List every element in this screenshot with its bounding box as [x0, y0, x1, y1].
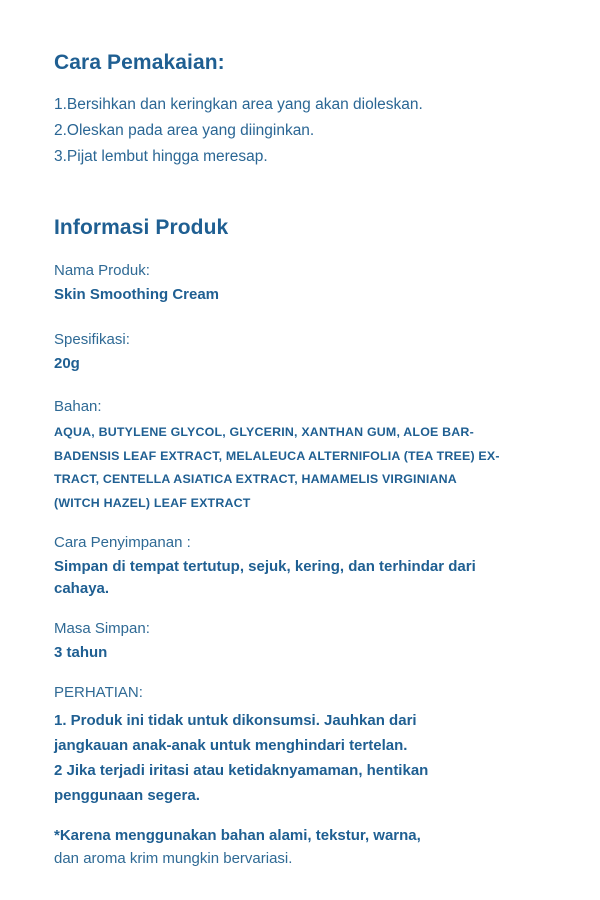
ingredients-line: TRACT, CENTELLA ASIATICA EXTRACT, HAMAMELIS VIRGINIANA	[54, 472, 457, 486]
shelf-life-label: Masa Simpan:	[54, 620, 150, 637]
warning-section	[54, 682, 560, 808]
usage-heading: Cara Pemakaian:	[54, 51, 225, 74]
storage-line: cahaya.	[54, 580, 110, 597]
shelf-life-section	[54, 618, 560, 664]
storage-line: Simpan di tempat tertutup, sejuk, kering, dan terhindar dari	[54, 558, 476, 575]
usage-step: 1.Bersihkan dan keringkan area yang akan dioleskan.	[54, 96, 423, 113]
spec-section	[54, 329, 560, 375]
spec-label: Spesifikasi:	[54, 331, 130, 348]
ingredients-line: (WITCH HAZEL) LEAF EXTRACT	[54, 495, 251, 510]
usage-step: 3.Pijat lembut hingga meresap.	[54, 148, 268, 165]
product-name-section	[54, 260, 560, 306]
ingredients-line: BADENSIS LEAF EXTRACT, MELALEUCA ALTERNIFOLIA (TEA TREE) EX-	[54, 448, 500, 463]
warning-line: jangkauan anak-anak untuk menghindari tertelan.	[54, 737, 408, 754]
note-line-1	[54, 824, 421, 847]
warning-line: penggunaan segera.	[54, 787, 200, 804]
usage-step: 2.Oleskan pada area yang diinginkan.	[54, 122, 315, 139]
storage-section	[54, 532, 560, 600]
spec-value: 20g	[54, 355, 80, 372]
ingredients-line: AQUA, BUTYLENE GLYCOL, GLYCERIN, XANTHAN GUM, ALOE BAR-	[54, 425, 474, 439]
ingredients-section	[54, 396, 560, 515]
product-name-value: Skin Smoothing Cream	[54, 286, 220, 303]
warning-text	[54, 708, 560, 808]
product-name-label: Nama Produk:	[54, 262, 150, 279]
variation-note	[54, 824, 421, 870]
warning-label: PERHATIAN:	[54, 684, 143, 701]
note-bold-part: bahan alami, tekstur, warna,	[220, 827, 421, 844]
storage-label: Cara Penyimpanan :	[54, 534, 191, 551]
warning-line: 2 Jika terjadi iritasi atau ketidaknyamaman, hentikan	[54, 762, 429, 779]
storage-value	[54, 556, 560, 600]
note-line-2: dan aroma krim mungkin bervariasi.	[54, 850, 293, 867]
warning-line: 1. Produk ini tidak untuk dikonsumsi. Jauhkan dari	[54, 712, 417, 729]
ingredients-label: Bahan:	[54, 398, 102, 415]
product-info-heading: Informasi Produk	[54, 216, 229, 239]
usage-steps-list	[54, 92, 423, 170]
shelf-life-value: 3 tahun	[54, 644, 108, 661]
ingredients-value	[54, 421, 560, 515]
note-bold-part: *Karena menggunakan	[54, 827, 221, 844]
